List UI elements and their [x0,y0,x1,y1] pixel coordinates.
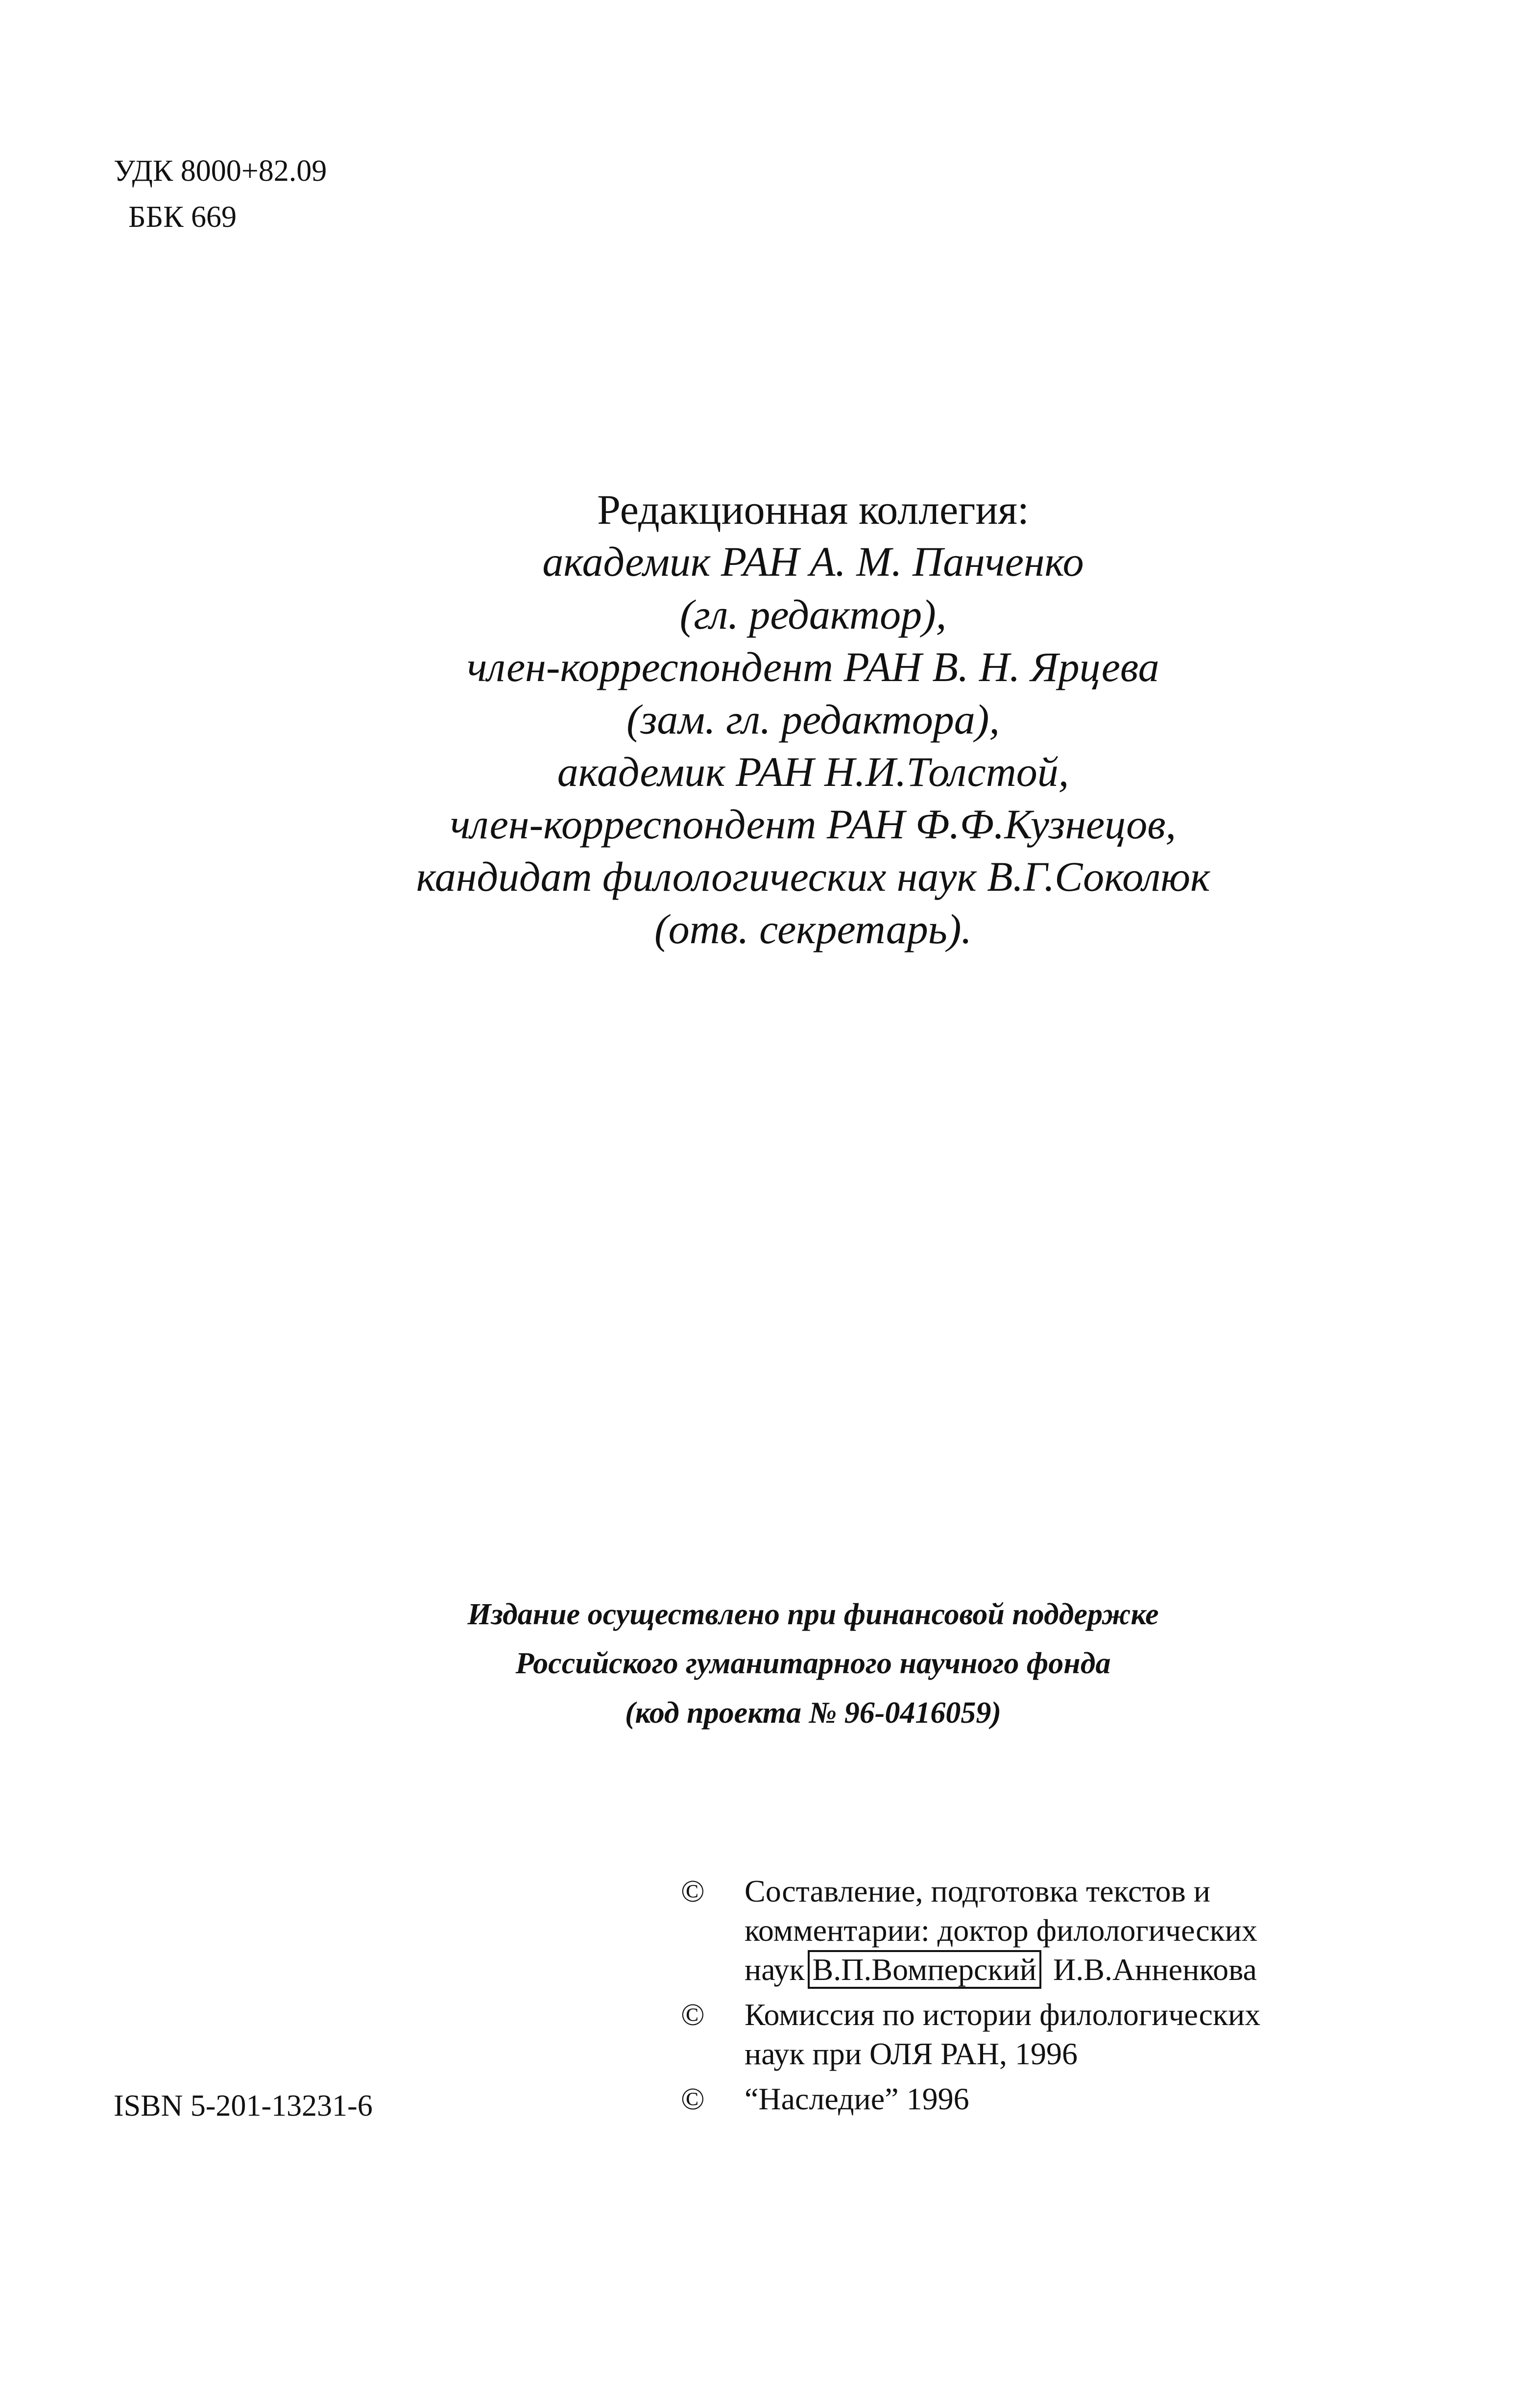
funding-line: Российского гуманитарного научного фонда [515,1647,1111,1681]
copyright-line: Составление, подготовка текстов и [745,1874,1210,1908]
copyright-line: Комиссия по истории филологических [745,1997,1261,2032]
board-member-role: (отв. секретарь). [654,905,972,953]
board-member-line: академик РАН А. М. Панченко [542,538,1084,586]
copyright-prefix: наук [745,1952,805,1987]
boxed-name: В.П.Вомперский [808,1950,1042,1989]
bbk-code: ББК 669 [128,200,237,234]
board-member-role: (зам. гл. редактора), [626,695,1000,743]
copyright-symbol: © [681,1874,705,1908]
board-member-line: член-корреспондент РАН Ф.Ф.Кузнецов, [450,800,1177,848]
copyright-line: наук при ОЛЯ РАН, 1996 [745,2036,1078,2071]
copyright-line [745,1950,1445,1989]
editorial-board [372,485,1254,955]
copyright-author: И.В.Анненкова [1053,1952,1257,1987]
copyright-line: комментарии: доктор филологических [745,1913,1257,1948]
funding-project-code: (код проекта № 96-0416059) [625,1696,1001,1730]
board-member-role: (гл. редактор), [679,590,947,638]
copyright-symbol: © [681,1997,705,2032]
isbn: ISBN 5-201-13231-6 [114,2089,373,2123]
copyright-line: “Наследие” 1996 [745,2081,969,2116]
funding-note [372,1590,1254,1737]
board-member-line: кандидат филологических наук В.Г.Соколюк [416,853,1210,900]
editorial-board-title: Редакционная коллегия: [597,486,1029,533]
copyright-notices [681,1872,1445,2125]
udk-code: УДК 8000+82.09 [114,154,327,188]
funding-line: Издание осуществлено при финансовой поддержке [467,1598,1159,1631]
copyright-compilation [681,1872,1445,1989]
board-member-line: академик РАН Н.И.Толстой, [557,748,1069,795]
copyright-publisher [681,2079,1445,2119]
copyright-commission [681,1995,1445,2074]
copyright-symbol: © [681,2081,705,2116]
board-member-line: член-корреспондент РАН В. Н. Ярцева [467,643,1159,690]
